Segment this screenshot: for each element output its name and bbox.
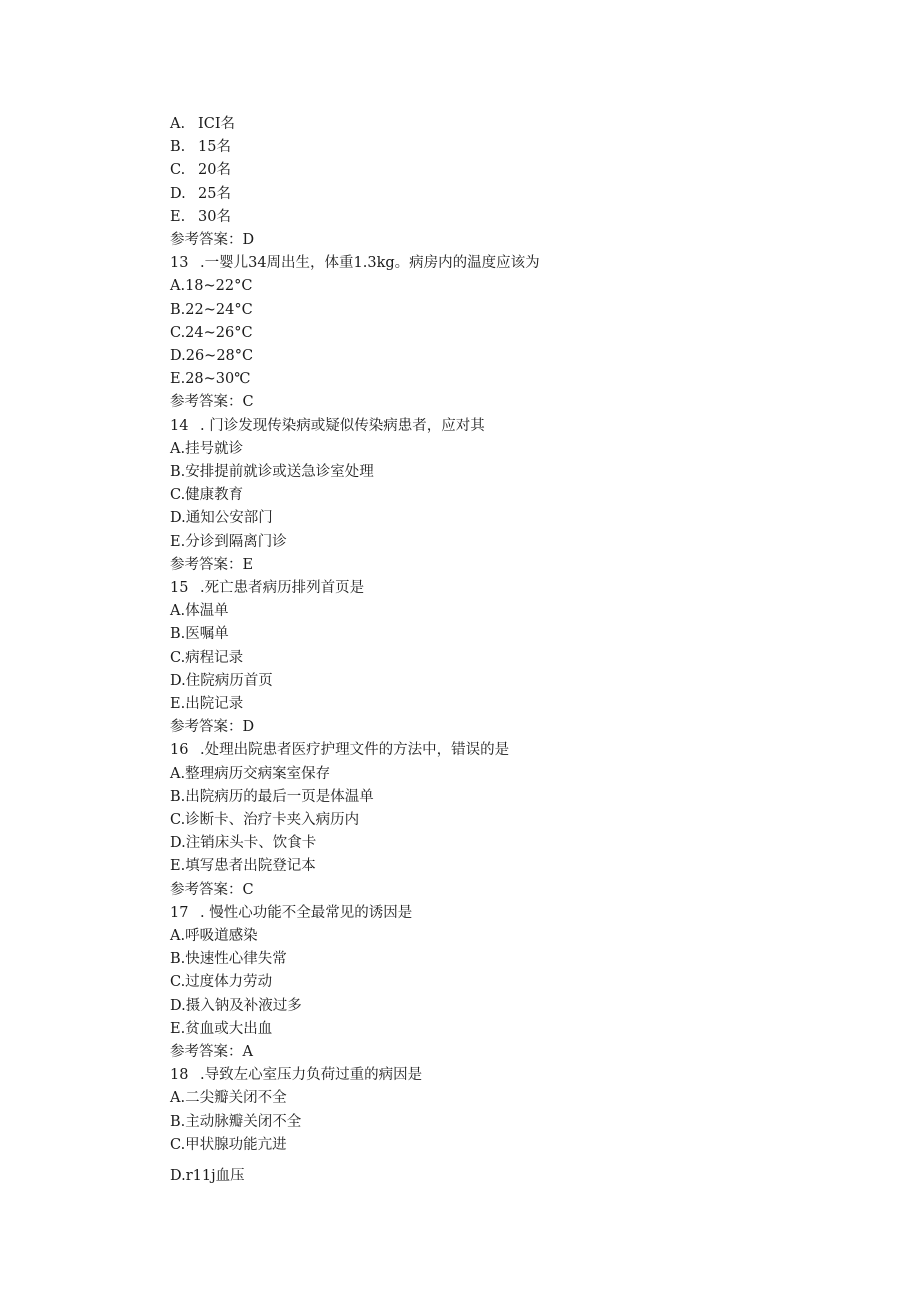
- choice-line: B.快速性心律失常: [170, 951, 287, 967]
- question-text: .一婴儿34周出生，体重1.3kg。病房内的温度应该为: [200, 255, 540, 271]
- question-line: [170, 253, 540, 273]
- option-text: 30名: [198, 209, 231, 225]
- choice-line: B.出院病历的最后一页是体温单: [170, 789, 374, 805]
- question-line: [170, 1065, 422, 1085]
- question-line: [170, 578, 364, 598]
- answer-line: 参考答案：A: [170, 1044, 253, 1060]
- choice-line: E.填写患者出院登记本: [170, 858, 316, 874]
- option-label: E.: [170, 209, 186, 225]
- question-number: 14: [170, 418, 189, 434]
- choice-line: B.主动脉瓣关闭不全: [170, 1114, 302, 1130]
- choice-line: A.整理病历交病案室保存: [170, 766, 331, 782]
- choice-line: D.通知公安部门: [170, 510, 273, 526]
- answer-line: 参考答案：C: [170, 394, 254, 410]
- option-label: B.: [170, 139, 186, 155]
- question-number: 18: [170, 1067, 189, 1083]
- choice-line: D.26~28°C: [170, 348, 254, 364]
- answer-line: 参考答案：D: [170, 232, 255, 248]
- choice-line: C.健康教育: [170, 487, 244, 503]
- question-text: .导致左心室压力负荷过重的病因是: [200, 1067, 423, 1083]
- option-line: [170, 207, 231, 227]
- question-text: .处理出院患者医疗护理文件的方法中，错误的是: [200, 742, 510, 758]
- choice-line: E.出院记录: [170, 696, 244, 712]
- option-label: A.: [170, 116, 186, 132]
- choice-line: A.体温单: [170, 603, 229, 619]
- question-number: 16: [170, 742, 189, 758]
- option-text: ICI名: [198, 116, 236, 132]
- answer-line: 参考答案：E: [170, 557, 254, 573]
- choice-line: D.摄入钠及补液过多: [170, 998, 302, 1014]
- question-line: [170, 416, 485, 436]
- choice-line: B.医嘱单: [170, 626, 229, 642]
- question-line: [170, 740, 509, 760]
- option-line: [170, 160, 231, 180]
- choice-line: B.22~24°C: [170, 302, 253, 318]
- choice-line: D.注销床头卡、饮食卡: [170, 835, 317, 851]
- option-line: [170, 184, 231, 204]
- choice-line: D.住院病历首页: [170, 673, 273, 689]
- option-label: D.: [170, 186, 186, 202]
- option-label: C.: [170, 162, 186, 178]
- answer-line: 参考答案：D: [170, 719, 255, 735]
- choice-line: A.挂号就诊: [170, 441, 244, 457]
- question-number: 15: [170, 580, 189, 596]
- question-text: . 慢性心功能不全最常见的诱因是: [200, 905, 413, 921]
- choice-line: C.诊断卡、治疗卡夹入病历内: [170, 812, 360, 828]
- question-number: 17: [170, 905, 189, 921]
- question-text: . 门诊发现传染病或疑似传染病患者，应对其: [200, 418, 485, 434]
- choice-line: A.18~22°C: [170, 278, 253, 294]
- choice-line: E.分诊到隔离门诊: [170, 534, 287, 550]
- choice-line: B.安排提前就诊或送急诊室处理: [170, 464, 374, 480]
- option-line: [170, 137, 231, 157]
- question-number: 13: [170, 255, 189, 271]
- option-line: [170, 114, 235, 134]
- choice-line: C.甲状腺功能亢进: [170, 1137, 287, 1153]
- question-line: [170, 903, 412, 923]
- choice-line: C.病程记录: [170, 650, 244, 666]
- choice-line: E.贫血或大出血: [170, 1021, 273, 1037]
- choice-line: A.二尖瓣关闭不全: [170, 1090, 287, 1106]
- option-text: 25名: [198, 186, 231, 202]
- question-text: .死亡患者病历排列首页是: [200, 580, 365, 596]
- option-text: 15名: [198, 139, 231, 155]
- choice-line: E.28~30℃: [170, 371, 251, 387]
- choice-line: C.过度体力劳动: [170, 974, 273, 990]
- choice-line: D.r11j血压: [170, 1168, 245, 1184]
- choice-line: C.24~26°C: [170, 325, 253, 341]
- option-text: 20名: [198, 162, 231, 178]
- choice-line: A.呼吸道感染: [170, 928, 258, 944]
- answer-line: 参考答案：C: [170, 882, 254, 898]
